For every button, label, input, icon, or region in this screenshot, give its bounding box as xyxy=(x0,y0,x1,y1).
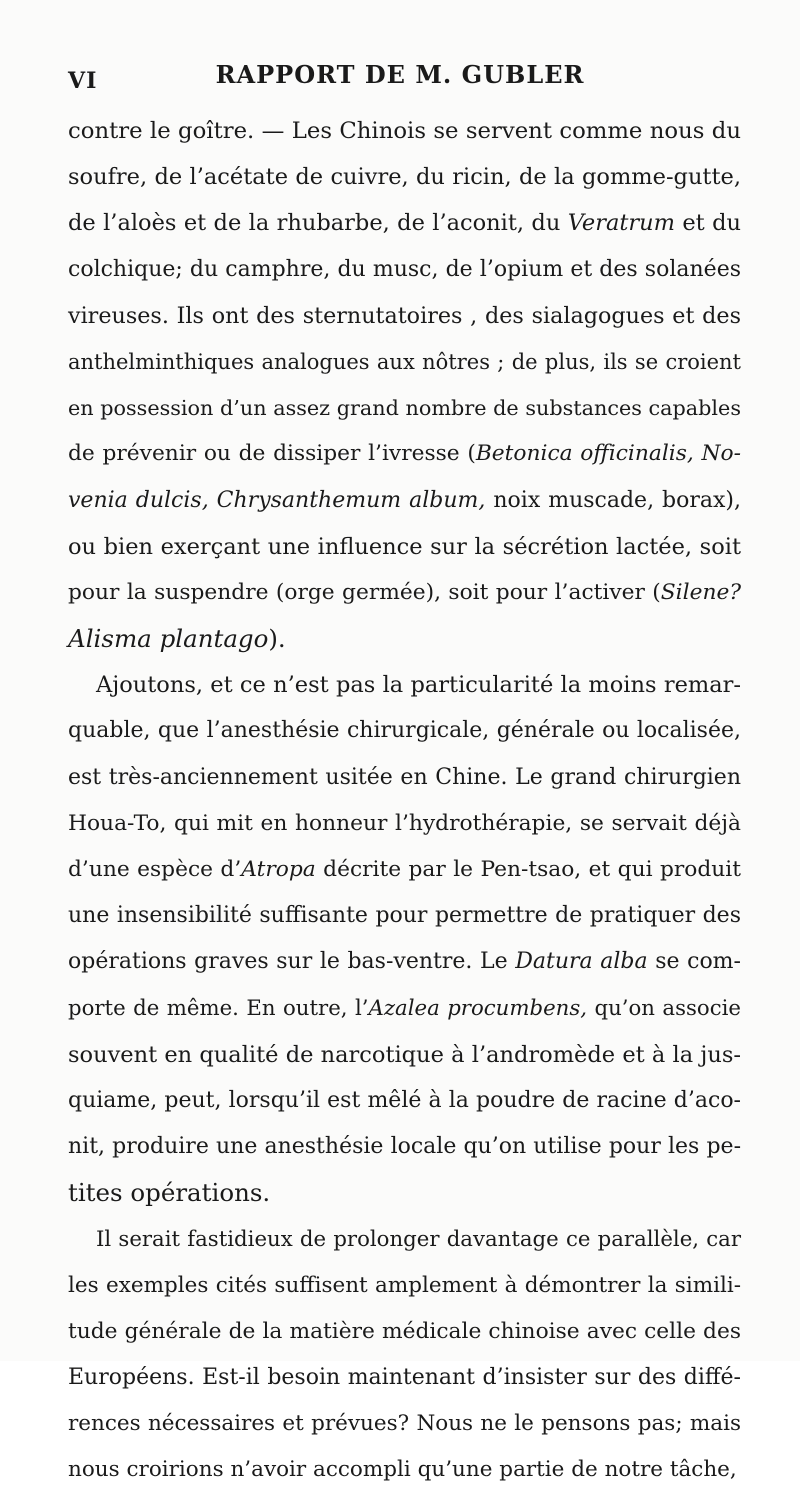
text-segment: et du xyxy=(675,210,741,237)
text-line xyxy=(68,1217,741,1263)
text-line xyxy=(68,801,741,847)
text-segment: en possession d’un assez grand nombre de substances capables xyxy=(68,396,741,421)
text-segment: est très-anciennement usitée en Chine. Le grand chirurgien xyxy=(68,764,741,790)
text-segment: une insensibilité suffisante pour permettre de pratiquer des xyxy=(68,903,741,929)
text-line xyxy=(68,1170,741,1216)
text-segment: souvent en qualité de narcotique à l’andromède et à la jus- xyxy=(68,1041,741,1068)
page-header xyxy=(0,60,800,96)
text-segment: de prévenir ou de dissiper l’ivresse ( xyxy=(68,441,476,467)
text-segment: Ajoutons, et ce n’est pas la particularité la moins remar- xyxy=(96,672,741,699)
text-segment: nous croirions n’avoir accompli qu’une partie de notre tâche, xyxy=(68,1457,737,1483)
text-segment: d’une espèce d’ xyxy=(68,857,242,882)
text-line xyxy=(68,431,741,477)
text-segment: contre le goître. — Les Chinois se servent comme nous du xyxy=(68,118,741,144)
text-line xyxy=(68,247,741,293)
text-segment: rences nécessaires et prévues? Nous ne le pensons pas; mais xyxy=(68,1411,741,1437)
text-line xyxy=(68,755,741,801)
text-line xyxy=(68,1401,741,1447)
text-line xyxy=(68,986,741,1032)
italic-text-segment: Azalea procumbens, xyxy=(368,995,588,1021)
text-segment: nit, produire une anesthésie locale qu’on utilise pour les pe- xyxy=(68,1134,741,1160)
text-segment: décrite par le Pen-tsao, et qui produit xyxy=(315,857,741,882)
text-segment: opérations graves sur le bas-ventre. Le xyxy=(68,949,516,975)
text-line xyxy=(68,570,741,616)
text-line xyxy=(68,200,741,246)
text-line xyxy=(68,524,741,570)
text-line xyxy=(68,293,741,339)
text-segment: de l’aloès et de la rhubarbe, de l’aconit, du xyxy=(68,210,568,237)
text-segment: noix muscade, borax), xyxy=(485,487,741,513)
text-line xyxy=(68,1309,741,1355)
text-line xyxy=(68,1447,741,1493)
text-segment: soufre, de l’acétate de cuivre, du ricin, de la gomme-gutte, xyxy=(68,164,741,191)
text-segment: les exemples cités suffisent amplement à démontrer la simili- xyxy=(68,1272,741,1298)
text-segment: se com- xyxy=(647,949,741,975)
text-segment: vireuses. Ils ont des sternutatoires , des sialagogues et des xyxy=(68,302,741,329)
italic-text-segment: Alisma plantago xyxy=(68,624,269,654)
text-segment: colchique; du camphre, du musc, de l’opium et des solanées xyxy=(68,256,741,282)
italic-text-segment: Veratrum xyxy=(567,210,675,237)
body-text xyxy=(68,108,741,1494)
italic-text-segment: Betonica officinalis, No- xyxy=(475,441,741,467)
text-line xyxy=(68,662,741,708)
text-segment: tites opérations. xyxy=(68,1178,271,1208)
text-line xyxy=(68,616,741,662)
page-number: VI xyxy=(68,68,98,94)
text-line xyxy=(68,1032,741,1078)
text-line xyxy=(68,154,741,200)
text-segment: ou bien exerçant une influence sur la sécrétion lactée, soit xyxy=(68,533,741,560)
text-line xyxy=(68,478,741,524)
text-line xyxy=(68,1355,741,1401)
text-line xyxy=(68,708,741,754)
text-segment: Européens. Est-il besoin maintenant d’insister sur des diffé- xyxy=(68,1365,741,1391)
text-line xyxy=(68,1263,741,1309)
text-segment: porte de même. En outre, l’ xyxy=(68,995,369,1021)
text-segment: Il serait fastidieux de prolonger davantage ce parallèle, car xyxy=(96,1226,741,1252)
text-line xyxy=(68,893,741,939)
italic-text-segment: Atropa xyxy=(241,857,316,882)
text-line xyxy=(68,385,741,431)
italic-text-segment: venia dulcis, Chrysanthemum album, xyxy=(68,487,486,513)
text-segment: Houa-To, qui mit en honneur l’hydrothérapie, se servait déjà xyxy=(68,810,741,836)
text-segment: quiame, peut, lorsqu’il est mêlé à la poudre de racine d’aco- xyxy=(68,1087,741,1113)
italic-text-segment: Datura alba xyxy=(515,949,648,975)
text-line xyxy=(68,1078,741,1124)
text-line xyxy=(68,847,741,893)
text-line xyxy=(68,339,741,385)
text-line xyxy=(68,939,741,985)
text-segment: qu’on associe xyxy=(587,995,741,1021)
text-segment: quable, que l’anesthésie chirurgicale, générale ou localisée, xyxy=(68,718,741,744)
text-line xyxy=(68,108,741,154)
text-segment: ). xyxy=(268,624,286,654)
text-line xyxy=(68,1124,741,1170)
text-segment: anthelminthiques analogues aux nôtres ; de plus, ils se croient xyxy=(68,349,741,374)
italic-text-segment: Silene? xyxy=(660,579,741,605)
text-segment: pour la suspendre (orge germée), soit pour l’activer ( xyxy=(68,579,661,605)
running-title: RAPPORT DE M. GUBLER xyxy=(215,60,585,89)
text-segment: tude générale de la matière médicale chinoise avec celle des xyxy=(68,1318,741,1344)
